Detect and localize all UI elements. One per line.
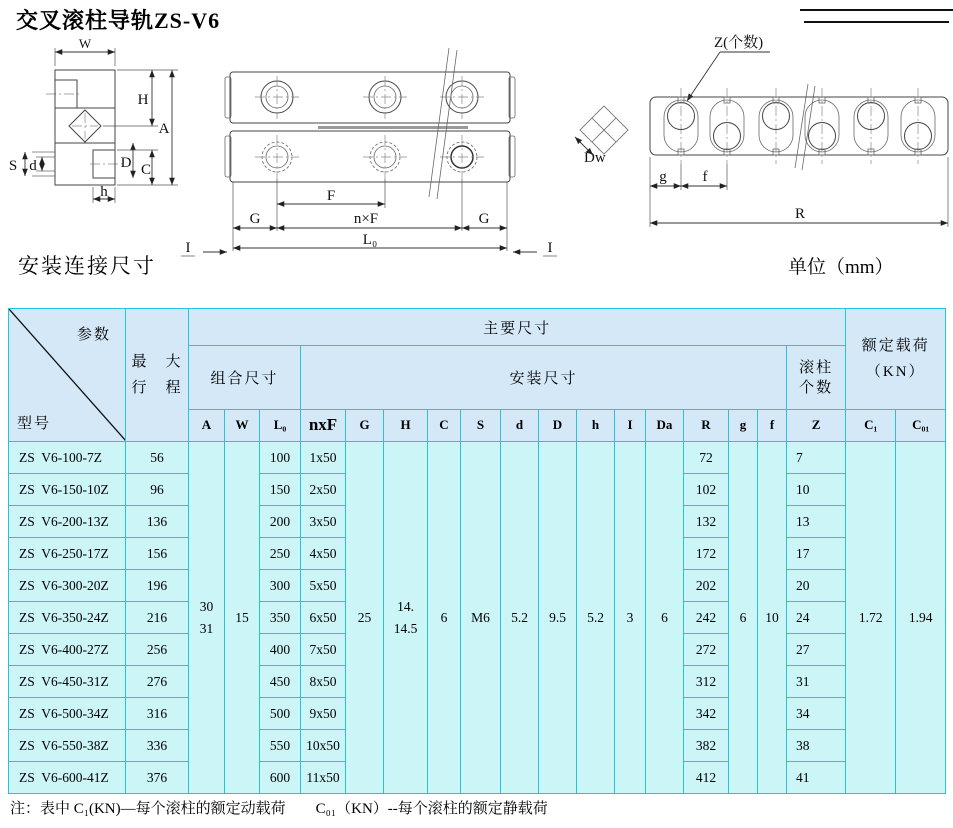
cell-nxF: 8x50	[301, 666, 346, 698]
cell-L0: 250	[260, 538, 301, 570]
cell-h-merged: 5.2	[577, 442, 615, 794]
cell-stroke: 156	[126, 538, 189, 570]
cell-C01-merged: 1.94	[896, 442, 946, 794]
cell-nxF: 7x50	[301, 634, 346, 666]
cell-L0: 100	[260, 442, 301, 474]
col-C1: C₁	[846, 409, 896, 441]
dim-label-f-cap: F	[326, 188, 336, 204]
col-D: D	[539, 409, 577, 441]
cell-model: ZS V6-300-20Z	[9, 570, 126, 602]
section-mark-right: I	[547, 240, 553, 256]
header-main-dims: 主要尺寸	[189, 309, 846, 346]
cell-Z: 17	[787, 538, 846, 570]
dim-label-d-small: d	[29, 158, 37, 174]
cell-R: 272	[684, 634, 729, 666]
cell-R: 312	[684, 666, 729, 698]
cell-Z: 24	[787, 602, 846, 634]
dim-label-l0: L₀	[362, 232, 378, 248]
spec-table	[8, 308, 946, 794]
dim-label-g-right: G	[478, 211, 490, 227]
header-max-stroke: 最 大 行 程	[126, 309, 189, 442]
spec-table-wrapper	[8, 308, 946, 794]
caption-unit: 单位（mm）	[788, 257, 894, 278]
col-R: R	[684, 409, 729, 441]
col-h: h	[577, 409, 615, 441]
cell-d-merged: 5.2	[501, 442, 539, 794]
cell-L0: 400	[260, 634, 301, 666]
caption-install-dims: 安装连接尺寸	[18, 254, 156, 278]
dim-label-r: R	[794, 206, 806, 222]
cell-model: ZS V6-500-34Z	[9, 698, 126, 730]
header-install-dims: 安装尺寸	[301, 346, 787, 409]
cell-L0: 150	[260, 474, 301, 506]
cell-Z: 31	[787, 666, 846, 698]
cell-G-merged: 25	[346, 442, 384, 794]
cell-model: ZS V6-350-24Z	[9, 602, 126, 634]
cell-model: ZS V6-400-27Z	[9, 634, 126, 666]
col-S: S	[461, 409, 501, 441]
cell-Z: 38	[787, 730, 846, 762]
cell-stroke: 196	[126, 570, 189, 602]
dim-label-s: S	[8, 158, 18, 174]
slot-5	[854, 88, 888, 164]
section-mark-left: I	[185, 240, 191, 256]
dim-label-g-left: G	[249, 211, 261, 227]
cell-Z: 34	[787, 698, 846, 730]
col-G: G	[346, 409, 384, 441]
dim-label-w: W	[78, 36, 92, 51]
cell-L0: 200	[260, 506, 301, 538]
corner-cell	[9, 309, 126, 442]
footnote: 注：表中 C₁(KN)—每个滚柱的额定动载荷 C₀₁（KN）--每个滚柱的额定静载荷	[10, 801, 548, 817]
dim-label-d-cap: D	[120, 155, 132, 171]
cell-L0: 550	[260, 730, 301, 762]
col-f: f	[758, 409, 787, 441]
slot-4	[805, 88, 839, 164]
cell-I-merged: 3	[615, 442, 646, 794]
cell-R: 102	[684, 474, 729, 506]
corner-param-label: 参数	[76, 327, 111, 343]
side-view-drawing	[181, 48, 557, 256]
cell-f-merged: 10	[758, 442, 787, 794]
cell-Z: 20	[787, 570, 846, 602]
col-d: d	[501, 409, 539, 441]
cell-stroke: 316	[126, 698, 189, 730]
dim-label-dw: Dw	[584, 150, 606, 166]
cell-Z: 27	[787, 634, 846, 666]
dim-label-f-small: f	[702, 169, 708, 185]
col-L0: L₀	[260, 409, 301, 441]
cell-C1-merged: 1.72	[846, 442, 896, 794]
cell-Z: 10	[787, 474, 846, 506]
col-W: W	[225, 409, 260, 441]
cell-nxF: 4x50	[301, 538, 346, 570]
cell-stroke: 276	[126, 666, 189, 698]
dim-label-g-small: g	[659, 169, 667, 185]
header-row-1	[9, 309, 946, 346]
top-view-drawing	[575, 34, 948, 227]
cell-nxF: 11x50	[301, 762, 346, 794]
cell-H-merged: 14. 14.5	[384, 442, 428, 794]
cell-R: 202	[684, 570, 729, 602]
slot-6	[901, 88, 935, 164]
slot-2	[710, 88, 744, 164]
cell-model: ZS V6-600-41Z	[9, 762, 126, 794]
dim-label-h-small: h	[100, 184, 108, 200]
col-g: g	[729, 409, 758, 441]
cell-C-merged: 6	[428, 442, 461, 794]
cell-nxF: 9x50	[301, 698, 346, 730]
section-view-drawing	[9, 36, 178, 203]
cell-nxF: 10x50	[301, 730, 346, 762]
cell-model: ZS V6-250-17Z	[9, 538, 126, 570]
cell-R: 172	[684, 538, 729, 570]
cell-nxF: 1x50	[301, 442, 346, 474]
cell-g-merged: 6	[729, 442, 758, 794]
cell-L0: 300	[260, 570, 301, 602]
cell-stroke: 216	[126, 602, 189, 634]
cell-R: 382	[684, 730, 729, 762]
cell-nxF: 3x50	[301, 506, 346, 538]
cell-stroke: 136	[126, 506, 189, 538]
cell-R: 412	[684, 762, 729, 794]
cell-R: 242	[684, 602, 729, 634]
cell-stroke: 336	[126, 730, 189, 762]
cell-Z: 13	[787, 506, 846, 538]
cell-L0: 350	[260, 602, 301, 634]
cell-A-merged: 30 31	[189, 442, 225, 794]
cell-stroke: 376	[126, 762, 189, 794]
cell-model: ZS V6-200-13Z	[9, 506, 126, 538]
cell-stroke: 56	[126, 442, 189, 474]
cell-R: 342	[684, 698, 729, 730]
cell-Z: 41	[787, 762, 846, 794]
col-Da: Da	[646, 409, 684, 441]
cell-L0: 450	[260, 666, 301, 698]
col-nxF: nxF	[301, 409, 346, 441]
cell-L0: 500	[260, 698, 301, 730]
cell-stroke: 96	[126, 474, 189, 506]
cell-nxF: 6x50	[301, 602, 346, 634]
slot-3	[759, 88, 793, 164]
dim-label-c: C	[140, 162, 152, 178]
header-roller-count: 滚柱 个数	[787, 346, 846, 409]
col-I: I	[615, 409, 646, 441]
cell-stroke: 256	[126, 634, 189, 666]
cell-Da-merged: 6	[646, 442, 684, 794]
cell-L0: 600	[260, 762, 301, 794]
col-C: C	[428, 409, 461, 441]
cell-model: ZS V6-100-7Z	[9, 442, 126, 474]
dim-label-nxf: n×F	[353, 211, 379, 227]
cell-model: ZS V6-450-31Z	[9, 666, 126, 698]
slot-1	[664, 88, 698, 164]
col-H: H	[384, 409, 428, 441]
cell-nxF: 2x50	[301, 474, 346, 506]
col-Z: Z	[787, 409, 846, 441]
cell-R: 132	[684, 506, 729, 538]
dim-label-a: A	[158, 121, 170, 137]
header-rated-load: 额定载荷 （KN）	[846, 309, 946, 410]
corner-model-label: 型号	[17, 416, 52, 432]
roller-icon	[575, 106, 628, 155]
cell-R: 72	[684, 442, 729, 474]
dim-label-h-upper: H	[137, 92, 149, 108]
cell-S-merged: M6	[461, 442, 501, 794]
cell-W-merged: 15	[225, 442, 260, 794]
col-A: A	[189, 409, 225, 441]
table-row	[9, 442, 946, 474]
cell-D-merged: 9.5	[539, 442, 577, 794]
cell-nxF: 5x50	[301, 570, 346, 602]
cell-model: ZS V6-150-10Z	[9, 474, 126, 506]
header-combo-dims: 组合尺寸	[189, 346, 301, 409]
cell-model: ZS V6-550-38Z	[9, 730, 126, 762]
cell-Z: 7	[787, 442, 846, 474]
page-title: 交叉滚柱导轨ZS-V6	[16, 8, 221, 33]
technical-drawings	[0, 0, 953, 262]
col-C01: C₀₁	[896, 409, 946, 441]
roller-count-label: Z(个数)	[714, 35, 764, 51]
